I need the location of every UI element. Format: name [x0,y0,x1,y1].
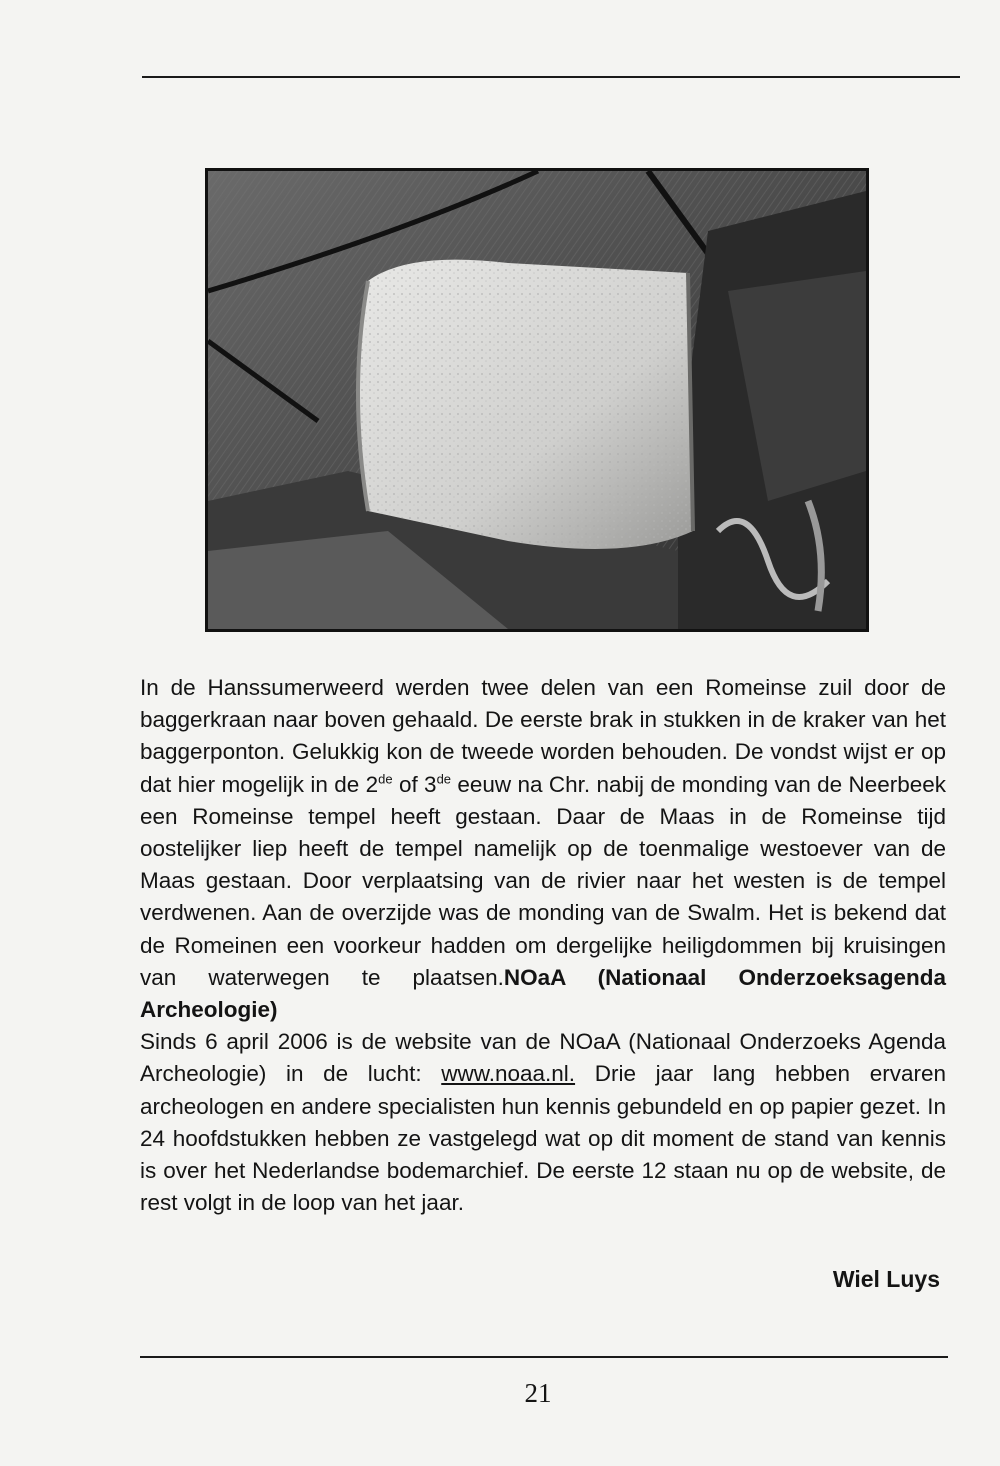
superscript-de-2: de [436,771,452,787]
superscript-de-1: de [378,771,393,787]
column-photo-image [208,171,866,629]
top-rule [142,76,960,78]
bottom-rule [140,1356,948,1358]
noaa-website-link[interactable]: www.noaa.nl. [441,1061,576,1087]
column-photo [205,168,869,632]
page-number: 21 [524,1378,552,1408]
article-paragraph-1-part-2: of 3 [392,771,437,797]
author-name: Wiel Luys [832,1266,940,1292]
article-body [140,672,946,1219]
section-heading-noaa: NOaA (Nationaal Onderzoeksagenda Archeologie) [140,964,947,1023]
article-paragraph-1-part-1: In de Hanssumerweerd werden twee delen van een Romeinse zuil door de baggerkraan naar boven gehaald. De eerste brak in stukken in de kraker van het baggerponton. Gelukkig kon de tweede worden behouden. De vondst wijst er op dat hier mogelijk in de 2 [140,675,946,797]
article-paragraph-1-part-3: eeuw na Chr. nabij de monding van de Neerbeek een Romeinse tempel heeft gestaan. Daar de Maas in de Romeinse tijd oostelijker liep heeft de tempel namelijk op de toenmalige westoever van de Maas gestaan. Door verplaatsing van de rivier naar het westen is de tempel verdwenen. Aan de overzijde was de monding van de Swalm. Het is bekend dat de Romeinen een voorkeur hadden om dergelijke heiligdommen bij kruisingen van waterwegen te plaatsen. [140,771,947,990]
article-paragraph-2-part-1: Sinds 6 april 2006 is de website van de NOaA (Nationaal Onderzoeks Agenda Archeologie) in de lucht: [140,1029,946,1087]
article-paragraph-2-part-2: Drie jaar lang hebben ervaren archeologen en andere specialisten hun kennis gebundeld en op papier gezet. In 24 hoofdstukken hebben ze vastgelegd wat op dit moment de stand van kennis is over het Nederlandse bodemarchief. De eerste 12 staan nu op de website, de rest volgt in de loop van het jaar. [140,1061,946,1216]
